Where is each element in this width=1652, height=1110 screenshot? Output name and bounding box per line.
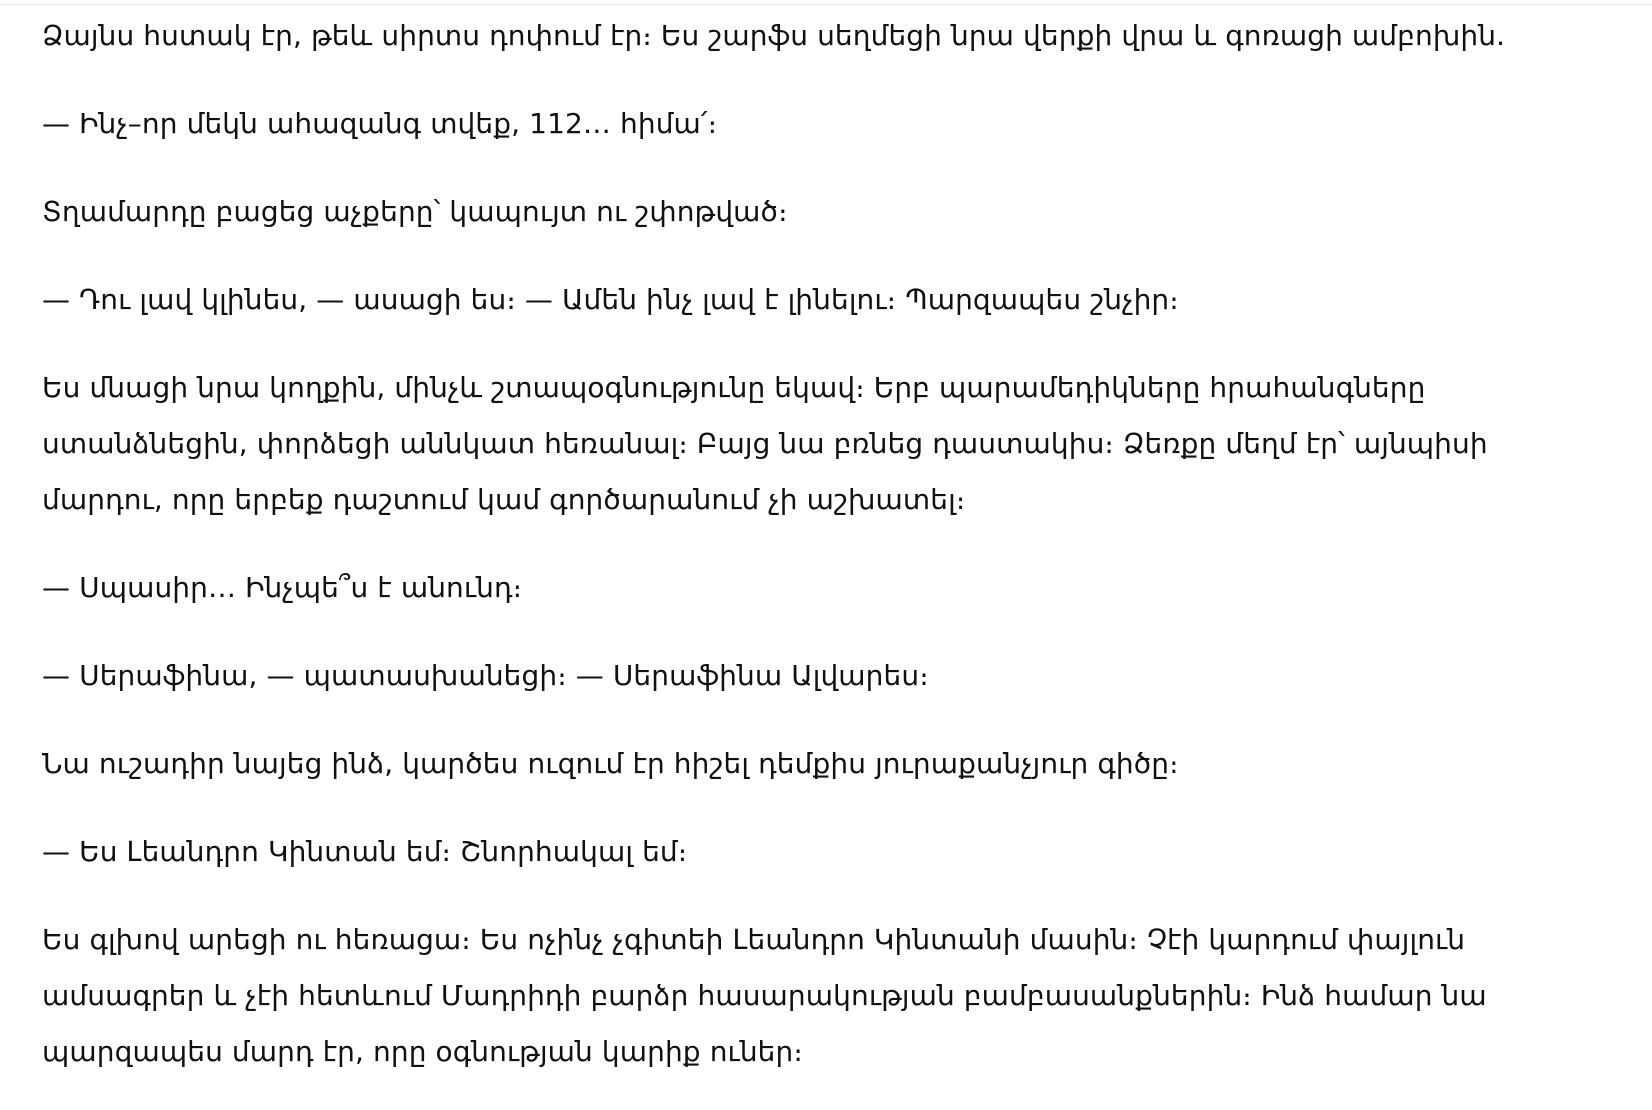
- paragraph-3: Տղամարդը բացեց աչքերը՝ կապույտ ու շփոթված։: [42, 195, 788, 228]
- paragraph-8: Նա ուշադիր նայեց ինձ, կարծես ուզում էր հիշել դեմքիս յուրաքանչյուր գիծը։: [42, 747, 1179, 780]
- document-body: [42, 8, 1602, 1080]
- paragraph-2: — Ինչ–որ մեկն ահազանգ տվեք, 112… հիմա՛։: [42, 107, 718, 140]
- paragraph-gap: [42, 240, 1602, 272]
- paragraph-gap: [42, 64, 1602, 96]
- paragraph-10: Ես գլխով արեցի ու հեռացա։ Ես ոչինչ չգիտեի Լեանդրո Կինտանի մասին։ Չէի կարդում փայլուն ամսագրեր և չէի հետևում Մադրիդի բարձր հասարակության բամբասանքներին։ Ինձ համար նա պարզապես մարդ էր, որը օգնության կարիք ուներ։: [42, 923, 1496, 1068]
- paragraph-gap: [42, 152, 1602, 184]
- paragraph-9: — Ես Լեանդրո Կինտան եմ։ Շնորհակալ եմ։: [42, 835, 688, 868]
- paragraph-gap: [42, 328, 1602, 360]
- paragraph-1: Ձայնս հստակ էր, թեև սիրտս դոփում էր։ Ես շարֆս սեղմեցի նրա վերքի վրա և գոռացի ամբոխին.: [42, 19, 1506, 52]
- paragraph-gap: [42, 528, 1602, 560]
- paragraph-6: — Սպասիր… Ինչպե՞ս է անունդ։: [42, 571, 523, 604]
- paragraph-5: Ես մնացի նրա կողքին, մինչև շտապօգնությունը եկավ։ Երբ պարամեդիկները հրահանգները ստանձնեցին, փորձեցի աննկատ հեռանալ։ Բայց նա բռնեց դաստակիս։ Ձեռքը մեղմ էր՝ այնպիսի մարդու, որը երբեք դաշտում կամ գործարանում չի աշխատել։: [42, 371, 1497, 516]
- top-divider: [0, 0, 1652, 5]
- paragraph-gap: [42, 792, 1602, 824]
- paragraph-7: — Սերաֆինա, — պատասխանեցի։ — Սերաֆինա Ալվարես։: [42, 659, 929, 692]
- paragraph-4: — Դու լավ կլինես, — ասացի ես։ — Ամեն ինչ լավ է լինելու։ Պարզապես շնչիր։: [42, 283, 1179, 316]
- paragraph-gap: [42, 704, 1602, 736]
- paragraph-gap: [42, 880, 1602, 912]
- paragraph-gap: [42, 616, 1602, 648]
